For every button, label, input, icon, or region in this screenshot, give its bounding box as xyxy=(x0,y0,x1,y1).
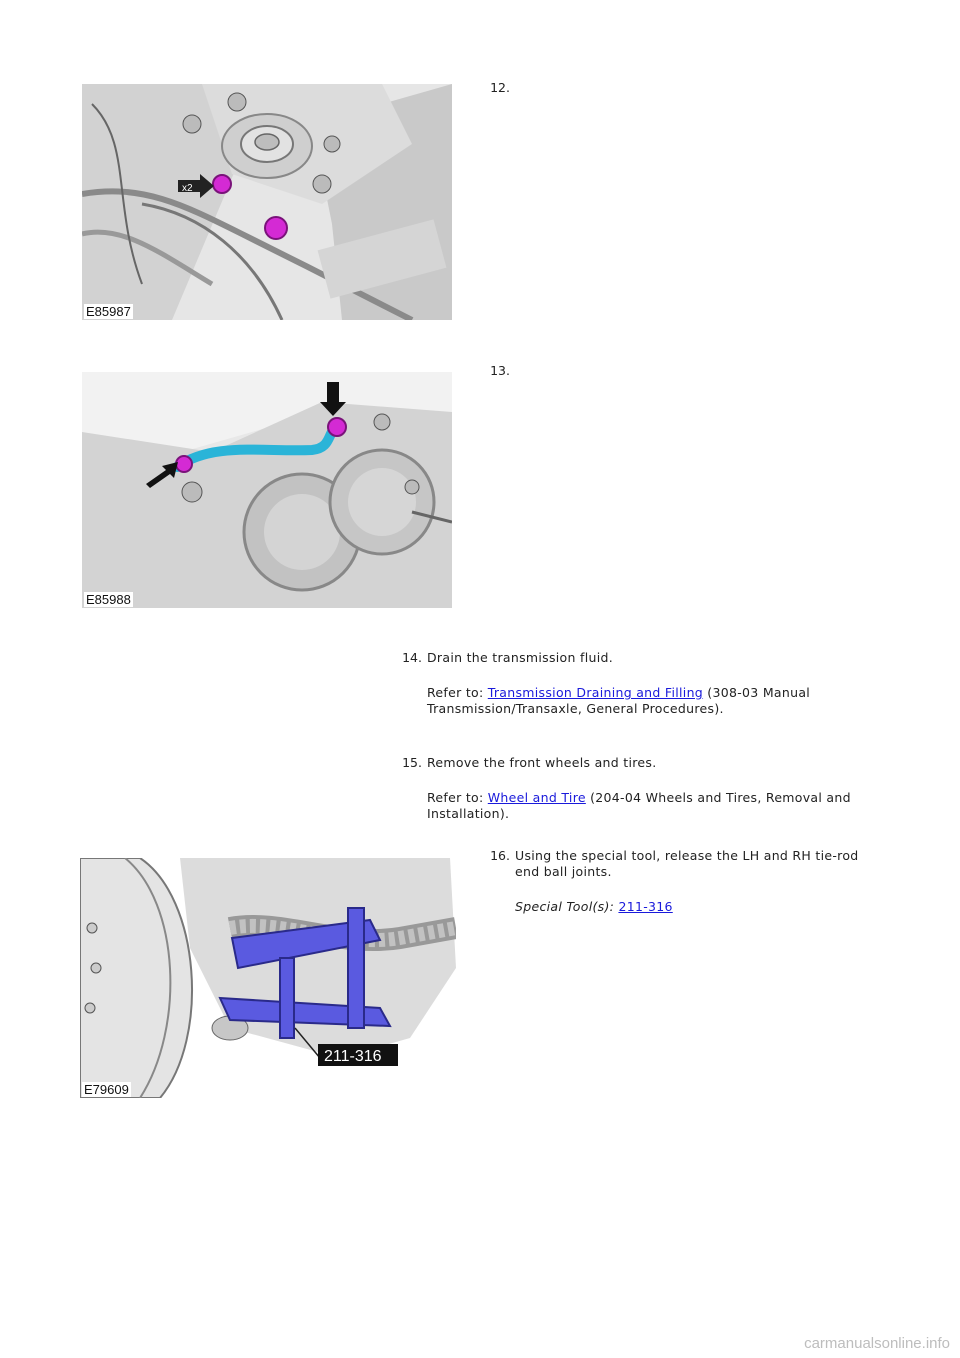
refer-suffix: (308-03 Manual Transmission/Transaxle, General Procedures). xyxy=(427,685,811,716)
figure-step-12 xyxy=(82,84,452,320)
special-tool-line xyxy=(515,899,875,915)
step-number: 14. xyxy=(402,650,422,665)
refer-prefix: Refer to: xyxy=(427,685,488,700)
site-watermark: carmanualsonline.info xyxy=(804,1335,950,1352)
link-wheel-and-tire[interactable]: Wheel and Tire xyxy=(487,790,586,805)
step-reference xyxy=(427,685,867,717)
x2-callout: x2 xyxy=(182,183,193,194)
step-number: 12. xyxy=(490,80,510,95)
step-reference xyxy=(427,790,867,822)
figure-code: E85987 xyxy=(86,304,131,319)
special-tool-label: Special Tool(s): xyxy=(515,899,615,914)
figure-code: E79609 xyxy=(84,1082,129,1097)
link-special-tool[interactable]: 211-316 xyxy=(618,899,673,914)
step-instruction: Using the special tool, release the LH and RH tie-rod end ball joints. xyxy=(515,848,859,879)
refer-prefix: Refer to: xyxy=(427,790,488,805)
tool-callout: 211-316 xyxy=(324,1048,382,1065)
figure-step-13 xyxy=(82,372,452,608)
step-instruction: Remove the front wheels and tires. xyxy=(427,755,657,770)
link-transmission-draining[interactable]: Transmission Draining and Filling xyxy=(487,685,704,700)
step-number: 16. xyxy=(490,848,510,863)
figure-code: E85988 xyxy=(86,592,131,607)
figure-step-16 xyxy=(80,858,456,1098)
step-number: 15. xyxy=(402,755,422,770)
step-number: 13. xyxy=(490,363,510,378)
step-instruction: Drain the transmission fluid. xyxy=(427,650,613,665)
refer-suffix: (204-04 Wheels and Tires, Removal and Installation). xyxy=(427,790,851,821)
